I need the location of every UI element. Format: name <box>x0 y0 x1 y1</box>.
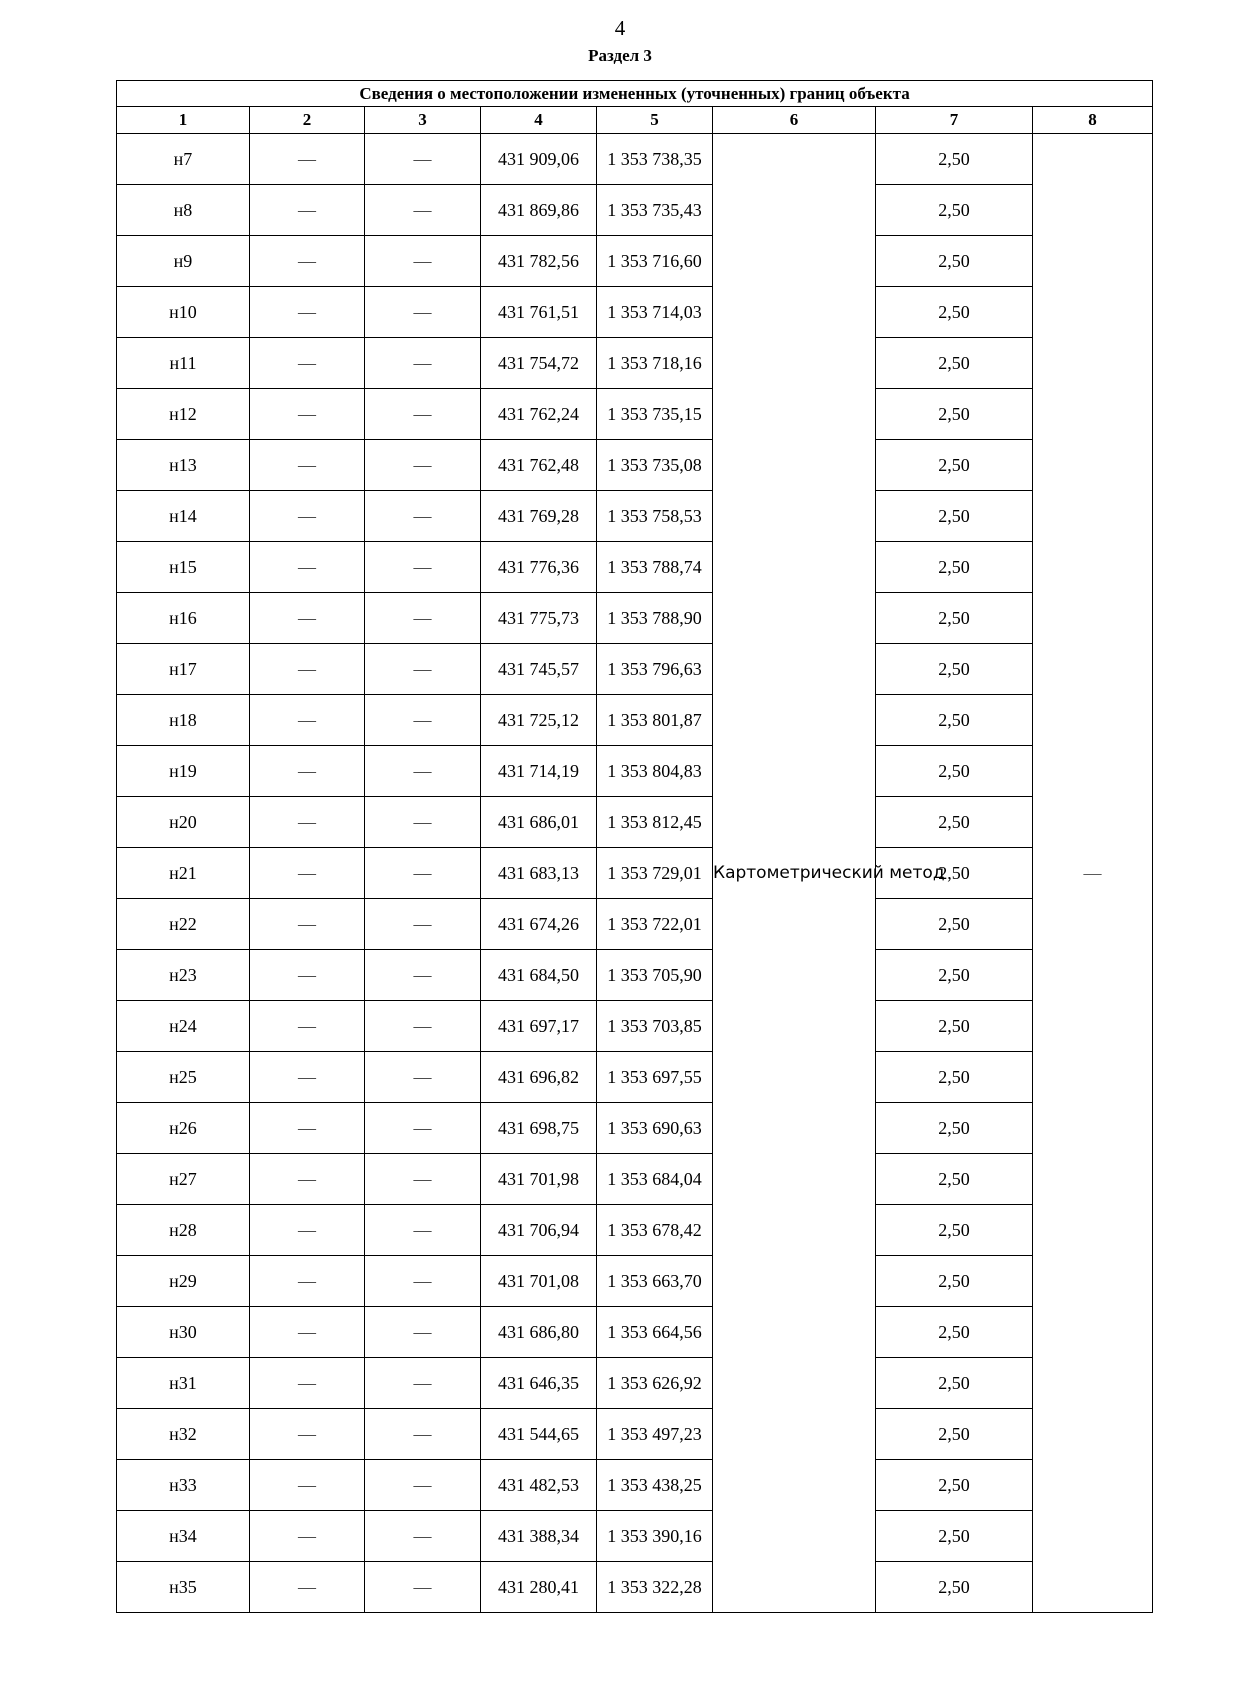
y-coordinate-cell: 1 353 626,92 <box>597 1358 713 1409</box>
accuracy-cell: 2,50 <box>876 1052 1033 1103</box>
x-coordinate-cell: 431 686,01 <box>481 797 597 848</box>
x-coordinate-cell: 431 782,56 <box>481 236 597 287</box>
col2-cell: — <box>250 185 365 236</box>
col2-cell: — <box>250 899 365 950</box>
point-id-cell: н24 <box>117 1001 250 1052</box>
table-row <box>117 134 1153 185</box>
x-coordinate-cell: 431 698,75 <box>481 1103 597 1154</box>
col3-cell: — <box>365 389 481 440</box>
point-id-cell: н13 <box>117 440 250 491</box>
col2-cell: — <box>250 1001 365 1052</box>
point-id-cell: н32 <box>117 1409 250 1460</box>
column-number: 3 <box>365 107 481 134</box>
table-row <box>117 1154 1153 1205</box>
y-coordinate-cell: 1 353 738,35 <box>597 134 713 185</box>
y-coordinate-cell: 1 353 705,90 <box>597 950 713 1001</box>
point-id-cell: н11 <box>117 338 250 389</box>
accuracy-cell: 2,50 <box>876 1154 1033 1205</box>
y-coordinate-cell: 1 353 758,53 <box>597 491 713 542</box>
column-number-row <box>117 107 1153 134</box>
y-coordinate-cell: 1 353 664,56 <box>597 1307 713 1358</box>
point-id-cell: н10 <box>117 287 250 338</box>
col2-cell: — <box>250 1103 365 1154</box>
point-id-cell: н16 <box>117 593 250 644</box>
point-id-cell: н25 <box>117 1052 250 1103</box>
table-row <box>117 746 1153 797</box>
x-coordinate-cell: 431 280,41 <box>481 1562 597 1613</box>
y-coordinate-cell: 1 353 390,16 <box>597 1511 713 1562</box>
y-coordinate-cell: 1 353 322,28 <box>597 1562 713 1613</box>
col3-cell: — <box>365 797 481 848</box>
point-id-cell: н30 <box>117 1307 250 1358</box>
x-coordinate-cell: 431 725,12 <box>481 695 597 746</box>
col2-cell: — <box>250 746 365 797</box>
x-coordinate-cell: 431 683,13 <box>481 848 597 899</box>
col2-cell: — <box>250 1358 365 1409</box>
point-id-cell: н9 <box>117 236 250 287</box>
y-coordinate-cell: 1 353 718,16 <box>597 338 713 389</box>
x-coordinate-cell: 431 646,35 <box>481 1358 597 1409</box>
col2-cell: — <box>250 695 365 746</box>
col3-cell: — <box>365 1562 481 1613</box>
x-coordinate-cell: 431 762,24 <box>481 389 597 440</box>
y-coordinate-cell: 1 353 812,45 <box>597 797 713 848</box>
x-coordinate-cell: 431 869,86 <box>481 185 597 236</box>
point-id-cell: н14 <box>117 491 250 542</box>
table-caption: Сведения о местоположении измененных (уточненных) границ объекта <box>117 81 1153 107</box>
y-coordinate-cell: 1 353 678,42 <box>597 1205 713 1256</box>
accuracy-cell: 2,50 <box>876 1562 1033 1613</box>
y-coordinate-cell: 1 353 703,85 <box>597 1001 713 1052</box>
table-row <box>117 1103 1153 1154</box>
accuracy-cell: 2,50 <box>876 1103 1033 1154</box>
column-number: 1 <box>117 107 250 134</box>
table-row <box>117 1205 1153 1256</box>
x-coordinate-cell: 431 761,51 <box>481 287 597 338</box>
y-coordinate-cell: 1 353 722,01 <box>597 899 713 950</box>
col2-cell: — <box>250 644 365 695</box>
col2-cell: — <box>250 1409 365 1460</box>
table-row <box>117 491 1153 542</box>
col2-cell: — <box>250 1562 365 1613</box>
table-row <box>117 542 1153 593</box>
col3-cell: — <box>365 542 481 593</box>
accuracy-cell: 2,50 <box>876 1001 1033 1052</box>
point-id-cell: н22 <box>117 899 250 950</box>
table-row <box>117 1358 1153 1409</box>
x-coordinate-cell: 431 482,53 <box>481 1460 597 1511</box>
accuracy-cell: 2,50 <box>876 1409 1033 1460</box>
col3-cell: — <box>365 1358 481 1409</box>
accuracy-cell: 2,50 <box>876 644 1033 695</box>
table-row <box>117 950 1153 1001</box>
col3-cell: — <box>365 287 481 338</box>
table-row <box>117 695 1153 746</box>
column-number: 7 <box>876 107 1033 134</box>
col3-cell: — <box>365 1460 481 1511</box>
col3-cell: — <box>365 950 481 1001</box>
col2-cell: — <box>250 950 365 1001</box>
accuracy-cell: 2,50 <box>876 950 1033 1001</box>
y-coordinate-cell: 1 353 788,90 <box>597 593 713 644</box>
point-id-cell: н34 <box>117 1511 250 1562</box>
accuracy-cell: 2,50 <box>876 1205 1033 1256</box>
table-row <box>117 236 1153 287</box>
col2-cell: — <box>250 389 365 440</box>
x-coordinate-cell: 431 701,98 <box>481 1154 597 1205</box>
accuracy-cell: 2,50 <box>876 797 1033 848</box>
col3-cell: — <box>365 1409 481 1460</box>
table-row <box>117 287 1153 338</box>
col3-cell: — <box>365 1103 481 1154</box>
col3-cell: — <box>365 899 481 950</box>
x-coordinate-cell: 431 684,50 <box>481 950 597 1001</box>
col3-cell: — <box>365 185 481 236</box>
y-coordinate-cell: 1 353 663,70 <box>597 1256 713 1307</box>
col3-cell: — <box>365 644 481 695</box>
col2-cell: — <box>250 1154 365 1205</box>
table-row <box>117 185 1153 236</box>
col2-cell: — <box>250 1256 365 1307</box>
table-row <box>117 338 1153 389</box>
accuracy-cell: 2,50 <box>876 695 1033 746</box>
x-coordinate-cell: 431 762,48 <box>481 440 597 491</box>
col2-cell: — <box>250 1307 365 1358</box>
col2-cell: — <box>250 542 365 593</box>
col3-cell: — <box>365 1001 481 1052</box>
col3-cell: — <box>365 1205 481 1256</box>
x-coordinate-cell: 431 544,65 <box>481 1409 597 1460</box>
col3-cell: — <box>365 440 481 491</box>
accuracy-cell: 2,50 <box>876 491 1033 542</box>
y-coordinate-cell: 1 353 714,03 <box>597 287 713 338</box>
point-id-cell: н35 <box>117 1562 250 1613</box>
col3-cell: — <box>365 236 481 287</box>
table-row <box>117 389 1153 440</box>
column-number: 6 <box>713 107 876 134</box>
point-id-cell: н7 <box>117 134 250 185</box>
point-id-cell: н20 <box>117 797 250 848</box>
table-row <box>117 1562 1153 1613</box>
col2-cell: — <box>250 1511 365 1562</box>
column-number: 2 <box>250 107 365 134</box>
col3-cell: — <box>365 1307 481 1358</box>
y-coordinate-cell: 1 353 735,15 <box>597 389 713 440</box>
table-row <box>117 593 1153 644</box>
y-coordinate-cell: 1 353 804,83 <box>597 746 713 797</box>
point-id-cell: н12 <box>117 389 250 440</box>
point-id-cell: н15 <box>117 542 250 593</box>
y-coordinate-cell: 1 353 735,43 <box>597 185 713 236</box>
x-coordinate-cell: 431 697,17 <box>481 1001 597 1052</box>
accuracy-cell: 2,50 <box>876 1256 1033 1307</box>
column-number: 5 <box>597 107 713 134</box>
x-coordinate-cell: 431 745,57 <box>481 644 597 695</box>
point-id-cell: н17 <box>117 644 250 695</box>
section-title: Раздел 3 <box>588 46 652 65</box>
col2-cell: — <box>250 440 365 491</box>
x-coordinate-cell: 431 714,19 <box>481 746 597 797</box>
y-coordinate-cell: 1 353 735,08 <box>597 440 713 491</box>
x-coordinate-cell: 431 775,73 <box>481 593 597 644</box>
x-coordinate-cell: 431 388,34 <box>481 1511 597 1562</box>
table-row <box>117 1511 1153 1562</box>
col3-cell: — <box>365 848 481 899</box>
x-coordinate-cell: 431 706,94 <box>481 1205 597 1256</box>
accuracy-cell: 2,50 <box>876 1460 1033 1511</box>
point-id-cell: н23 <box>117 950 250 1001</box>
col3-cell: — <box>365 1511 481 1562</box>
point-id-cell: н29 <box>117 1256 250 1307</box>
accuracy-cell: 2,50 <box>876 1358 1033 1409</box>
y-coordinate-cell: 1 353 801,87 <box>597 695 713 746</box>
method-cell: Картометрический метод <box>713 134 876 1613</box>
col2-cell: — <box>250 1205 365 1256</box>
point-id-cell: н33 <box>117 1460 250 1511</box>
table-row <box>117 1307 1153 1358</box>
x-coordinate-cell: 431 701,08 <box>481 1256 597 1307</box>
y-coordinate-cell: 1 353 438,25 <box>597 1460 713 1511</box>
x-coordinate-cell: 431 674,26 <box>481 899 597 950</box>
col2-cell: — <box>250 1052 365 1103</box>
col3-cell: — <box>365 1052 481 1103</box>
point-id-cell: н28 <box>117 1205 250 1256</box>
table-row <box>117 848 1153 899</box>
accuracy-cell: 2,50 <box>876 746 1033 797</box>
accuracy-cell: 2,50 <box>876 185 1033 236</box>
y-coordinate-cell: 1 353 796,63 <box>597 644 713 695</box>
col3-cell: — <box>365 593 481 644</box>
col3-cell: — <box>365 134 481 185</box>
y-coordinate-cell: 1 353 690,63 <box>597 1103 713 1154</box>
col2-cell: — <box>250 491 365 542</box>
point-id-cell: н18 <box>117 695 250 746</box>
x-coordinate-cell: 431 696,82 <box>481 1052 597 1103</box>
page-number: 4 <box>614 16 626 40</box>
boundary-coordinates-table <box>116 80 1153 1613</box>
col2-cell: — <box>250 593 365 644</box>
accuracy-cell: 2,50 <box>876 1307 1033 1358</box>
table-row <box>117 1256 1153 1307</box>
table-row <box>117 644 1153 695</box>
accuracy-cell: 2,50 <box>876 338 1033 389</box>
y-coordinate-cell: 1 353 716,60 <box>597 236 713 287</box>
column-number: 8 <box>1033 107 1153 134</box>
point-id-cell: н8 <box>117 185 250 236</box>
col3-cell: — <box>365 338 481 389</box>
col3-cell: — <box>365 1256 481 1307</box>
x-coordinate-cell: 431 909,06 <box>481 134 597 185</box>
accuracy-cell: 2,50 <box>876 1511 1033 1562</box>
point-id-cell: н21 <box>117 848 250 899</box>
accuracy-cell: 2,50 <box>876 389 1033 440</box>
col2-cell: — <box>250 287 365 338</box>
column-number: 4 <box>481 107 597 134</box>
point-id-cell: н31 <box>117 1358 250 1409</box>
accuracy-cell: 2,50 <box>876 440 1033 491</box>
point-id-cell: н19 <box>117 746 250 797</box>
col3-cell: — <box>365 1154 481 1205</box>
accuracy-cell: 2,50 <box>876 542 1033 593</box>
table-row <box>117 1052 1153 1103</box>
x-coordinate-cell: 431 686,80 <box>481 1307 597 1358</box>
col3-cell: — <box>365 695 481 746</box>
y-coordinate-cell: 1 353 729,01 <box>597 848 713 899</box>
y-coordinate-cell: 1 353 497,23 <box>597 1409 713 1460</box>
table-row <box>117 899 1153 950</box>
col3-cell: — <box>365 746 481 797</box>
table-row <box>117 1460 1153 1511</box>
x-coordinate-cell: 431 754,72 <box>481 338 597 389</box>
col8-cell: — <box>1033 134 1153 1613</box>
col3-cell: — <box>365 491 481 542</box>
col2-cell: — <box>250 236 365 287</box>
col2-cell: — <box>250 848 365 899</box>
accuracy-cell: 2,50 <box>876 287 1033 338</box>
table-row <box>117 1409 1153 1460</box>
point-id-cell: н27 <box>117 1154 250 1205</box>
accuracy-cell: 2,50 <box>876 848 1033 899</box>
y-coordinate-cell: 1 353 684,04 <box>597 1154 713 1205</box>
point-id-cell: н26 <box>117 1103 250 1154</box>
y-coordinate-cell: 1 353 788,74 <box>597 542 713 593</box>
table-row <box>117 797 1153 848</box>
y-coordinate-cell: 1 353 697,55 <box>597 1052 713 1103</box>
col2-cell: — <box>250 134 365 185</box>
table-row <box>117 440 1153 491</box>
accuracy-cell: 2,50 <box>876 134 1033 185</box>
accuracy-cell: 2,50 <box>876 593 1033 644</box>
x-coordinate-cell: 431 769,28 <box>481 491 597 542</box>
accuracy-cell: 2,50 <box>876 899 1033 950</box>
col2-cell: — <box>250 338 365 389</box>
x-coordinate-cell: 431 776,36 <box>481 542 597 593</box>
table-row <box>117 1001 1153 1052</box>
accuracy-cell: 2,50 <box>876 236 1033 287</box>
col2-cell: — <box>250 1460 365 1511</box>
table-body <box>117 134 1153 1613</box>
col2-cell: — <box>250 797 365 848</box>
